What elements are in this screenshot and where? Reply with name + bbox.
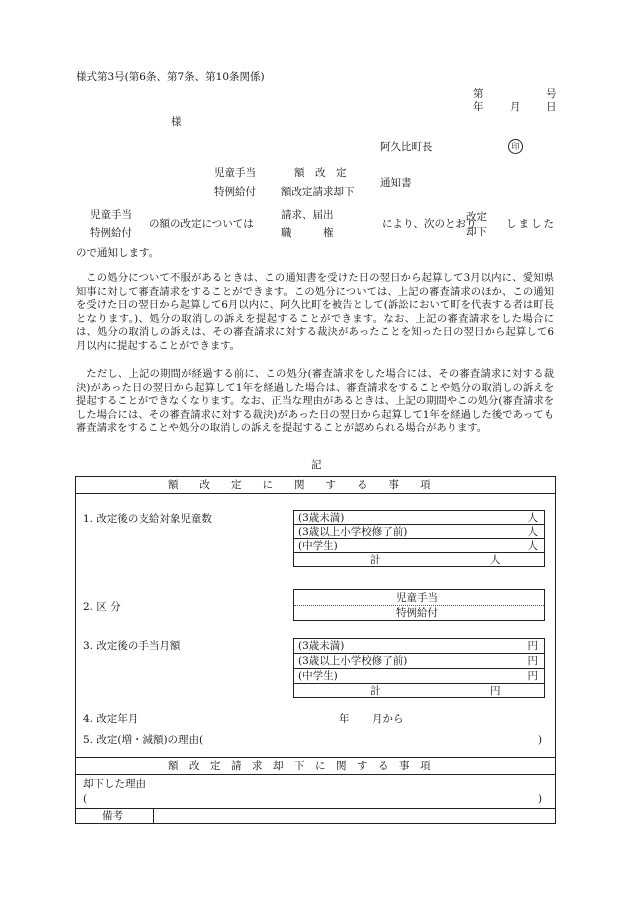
stmt-tokurei-kyufu: 特例給付 <box>90 227 132 239</box>
item3-row-preschool <box>294 654 544 669</box>
title-tsuuchisho: 通知書 <box>380 177 412 189</box>
item1-row-under3 <box>294 511 544 525</box>
item4-label: 4. 改定年月 <box>83 713 139 725</box>
item5-label: 5. 改定(増・減額)の理由( <box>83 734 204 746</box>
item3-row-unit: 円 <box>527 640 538 652</box>
item2-option-label: 特例給付 <box>396 607 438 619</box>
item1-total-label: 計 <box>370 554 381 566</box>
item3-row-junior-high <box>294 669 544 684</box>
number-suffix: 号 <box>546 88 557 100</box>
item3-total-unit: 円 <box>490 685 501 697</box>
stmt-tail: ので通知します。 <box>76 247 160 259</box>
remarks-label: 備考 <box>102 810 123 822</box>
item1-row-label: (中学生) <box>298 540 338 552</box>
item3-total-label: 計 <box>370 685 381 697</box>
item3-row-label: (3歳以上小学校修了前) <box>298 655 408 667</box>
item3-row-label: (中学生) <box>298 670 338 682</box>
stmt-jidou-teate: 児童手当 <box>90 209 132 221</box>
stmt-shimashita: しました <box>506 218 556 230</box>
date-month: 月 <box>510 101 521 113</box>
stmt-kaitei: 改定 <box>466 211 487 223</box>
item1-label: 1. 改定後の支給対象児童数 <box>83 513 212 525</box>
item3-row-total <box>294 684 544 699</box>
item2-option-tokurei <box>294 606 544 622</box>
rejection-open-paren: ( <box>83 793 88 805</box>
addressee-sama: 様 <box>171 116 182 128</box>
seal-icon: 印 <box>508 139 523 154</box>
section2-header: 額 改 定 請 求 却 下 に 関 す る 事 項 <box>168 760 431 772</box>
item2-option-label: 児童手当 <box>396 592 438 604</box>
ki-heading: 記 <box>311 459 322 471</box>
item1-child-count-box <box>293 510 545 567</box>
item3-row-unit: 円 <box>527 670 538 682</box>
stmt-no-gaku: の額の改定については <box>149 218 254 230</box>
title-tokurei-kyufu: 特例給付 <box>214 186 256 198</box>
stmt-kyakka: 却下 <box>466 226 487 238</box>
item2-category-box <box>293 589 545 621</box>
stmt-seikyu-todokede: 請求、届出 <box>281 209 334 221</box>
section1-header: 額 改 定 に 関 す る 事 項 <box>168 479 431 491</box>
item1-row-label: (3歳以上小学校修了前) <box>298 526 408 538</box>
title-jidou-teate: 児童手当 <box>214 167 256 179</box>
item3-row-under3 <box>294 639 544 654</box>
stmt-ni-yori: により、次のとおり <box>382 218 477 230</box>
item4-month-from: 月から <box>372 713 404 725</box>
rejection-close-paren: ) <box>538 793 543 805</box>
notice-paragraph-2: ただし、上記の期間が経過する前に、この処分(審査請求をした場合には、その審査請求に対する裁決)があった日の翌日から起算して1年を経過した場合は、審査請求をすることや処分の取消しの訴えを提起することができなくなります。なお、正当な理由があるときは、上記の期間やこの処分(審査請求をした場合には、その審査請求に対する裁決)があった日の翌日から起算して1年を経過した後であっても審査請求をすることや処分の取消しの訴えを提起することが認められる場合があります。 <box>76 368 554 435</box>
item2-label: 2. 区 分 <box>83 601 121 613</box>
form-number: 様式第3号(第6条、第7条、第10条関係) <box>76 71 265 83</box>
item1-row-unit: 人 <box>527 512 538 524</box>
item1-row-total <box>294 553 544 567</box>
item4-year: 年 <box>339 713 350 725</box>
item3-row-label: (3歳未満) <box>298 640 345 652</box>
item1-row-unit: 人 <box>527 540 538 552</box>
notice-paragraph-1: この処分について不服があるときは、この通知書を受けた日の翌日から起算して3月以内に、愛知県知事に対して審査請求をすることができます。この処分については、上記の審査請求のほか、この通知を受けた日の翌日から起算して6月以内に、阿久比町を被告として(訴訟において町を代表する者は町長となります。)、処分の取消しの訴えを提起することができます。なお、上記の審査請求をした場合には、処分の取消しの訴えは、その審査請求に対する裁決があったことを知った日の翌日から起算して6月以内に提起することができます。 <box>76 272 554 352</box>
mayor-name: 阿久比町長 <box>380 141 433 153</box>
item3-label: 3. 改定後の手当月額 <box>83 640 181 652</box>
item1-row-preschool <box>294 525 544 539</box>
date-year: 年 <box>473 101 484 113</box>
stmt-shokken: 職 権 <box>281 227 334 239</box>
item1-total-unit: 人 <box>490 554 501 566</box>
item3-row-unit: 円 <box>527 655 538 667</box>
item2-option-jidou <box>294 590 544 606</box>
title-gaku-kaitei: 額 改 定 <box>294 167 347 179</box>
item1-row-junior-high <box>294 539 544 553</box>
date-day: 日 <box>546 101 557 113</box>
item1-row-unit: 人 <box>527 526 538 538</box>
title-gaku-kaitei-seikyu: 額改定請求却下 <box>281 186 355 198</box>
main-table <box>75 476 556 824</box>
item3-monthly-amount-box <box>293 638 545 698</box>
item5-close-paren: ) <box>538 734 543 746</box>
rejection-reason-label: 却下した理由 <box>83 778 146 790</box>
number-prefix: 第 <box>473 88 484 100</box>
item1-row-label: (3歳未満) <box>298 512 345 524</box>
